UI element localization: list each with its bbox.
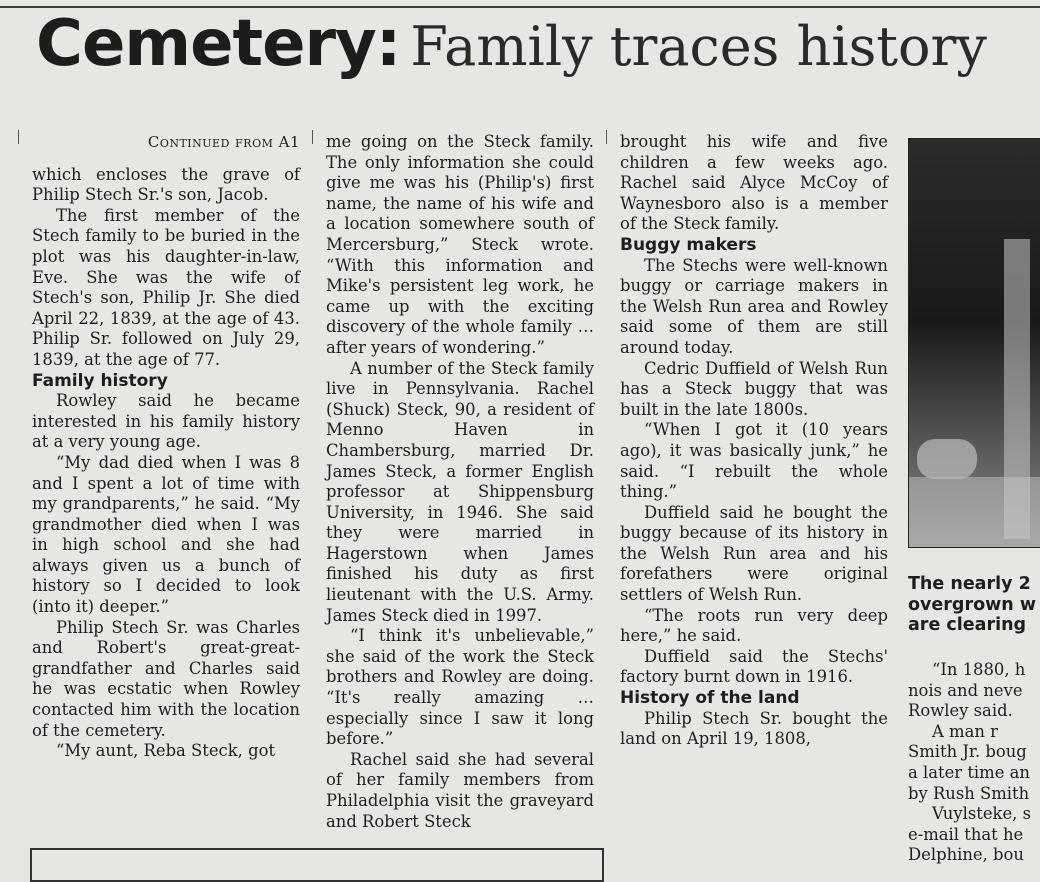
column-rule: [606, 130, 607, 144]
paragraph: Duffield said the Stechs' factory burnt down in 1916.: [620, 646, 888, 687]
article-column-1: [32, 132, 300, 762]
headline: [36, 7, 987, 81]
paragraph: “When I got it (10 years ago), it was basically junk,” he said. “I rebuilt the whole thing.”: [620, 420, 888, 502]
text-line: nois and neve: [908, 680, 1023, 700]
text-line: a later time an: [908, 762, 1030, 782]
paragraph: which encloses the grave of Philip Stech Sr.'s son, Jacob.: [32, 164, 300, 205]
text-line: Vuylsteke, s: [932, 804, 1032, 824]
cemetery-photo: [908, 138, 1040, 548]
headline-deck: Family traces history: [410, 15, 987, 78]
paragraph: The first member of the Stech family to be buried in the plot was his daughter-in-law, Eve. She was the wife of Stech's son, Philip Jr. She died April 22, 1839, at the age of 43. Philip Sr. followed on July 29, 1839, at the age of 77.: [32, 205, 300, 369]
paragraph: Philip Stech Sr. bought the land on April 19, 1808,: [620, 708, 888, 749]
caption-line: The nearly 2: [908, 574, 1031, 594]
photo-gravestone: [917, 439, 977, 479]
headline-kicker: Cemetery:: [36, 7, 401, 81]
caption-line: overgrown w: [908, 594, 1036, 615]
paragraph: brought his wife and five children a few weeks ago. Rachel said Alyce McCoy of Waynesboro also is a member of the Steck family.: [620, 132, 888, 234]
article-column-2: [326, 132, 594, 832]
text-line: A man r: [932, 721, 998, 741]
paragraph: A number of the Steck family live in Pennsylvania. Rachel (Shuck) Steck, 90, a resident of Menno Haven in Chambersburg, married Dr. James Steck, a former English professor at Shippensburg University, in 1946. She said they were married in Hagerstown when James finished his duty as first lieutenant with the U.S. Army. James Steck died in 1997.: [326, 358, 594, 625]
paragraph: The Stechs were well-known buggy or carriage makers in the Welsh Run area and Rowley said some of them are still around today.: [620, 255, 888, 357]
paragraph: Cedric Duffield of Welsh Run has a Steck buggy that was built in the late 1800s.: [620, 358, 888, 419]
paragraph: “My aunt, Reba Steck, got: [56, 741, 276, 761]
photo-tree-trunk: [1004, 239, 1030, 539]
text-line: Delphine, bou: [908, 845, 1024, 865]
photo-caption: [908, 574, 1040, 636]
paragraph: “I think it's unbelievable,” she said of the work the Steck brothers and Rowley are doing. “It's really amazing … especially since I saw it long before.”: [326, 626, 594, 749]
paragraph: Rowley said he became interested in his family history at a very young age.: [32, 391, 300, 452]
article-column-3: [620, 132, 888, 750]
text-line: Rowley said.: [908, 701, 1013, 721]
text-line: by Rush Smith: [908, 783, 1030, 803]
paragraph: “My dad died when I was 8 and I spent a lot of time with my grandparents,” he said. “My grandmother died when I was in high school and she had always given us a bunch of history so I decided to look (into it) deeper.”: [32, 452, 300, 617]
paragraph: me going on the Steck family. The only information she could give me was his (Philip's) first name, the name of his wife and a location somewhere south of Mercersburg,” Steck wrote. “With this information and Mike's persistent leg work, he came up with the exciting discovery of the whole family … after years of wondering.”: [326, 132, 594, 357]
subhead-buggy-makers: Buggy makers: [620, 234, 757, 255]
paragraph: Philip Stech Sr. was Charles and Robert's great-great-grandfather and Charles said he was ecstatic when Rowley contacted him with the location of the cemetery.: [32, 617, 300, 740]
text-line: Smith Jr. boug: [908, 742, 1027, 762]
paragraph: Duffield said he bought the buggy because of its history in the Welsh Run area and his forefathers were original settlers of Welsh Run.: [620, 502, 888, 605]
subhead-history-of-the-land: History of the land: [620, 688, 800, 709]
text-line: “In 1880, h: [932, 660, 1026, 679]
paragraph: “The roots run very deep here,” he said.: [620, 605, 888, 646]
text-line: e-mail that he: [908, 824, 1024, 844]
article-column-4: [908, 660, 1040, 866]
paragraph: Rachel said she had several of her family members from Philadelphia visit the graveyard and Robert Steck: [326, 749, 594, 831]
column-rule: [312, 130, 313, 144]
caption-line: are clearing: [908, 615, 1027, 635]
bottom-box-border: [30, 848, 604, 882]
continued-from: Continued from A1: [147, 133, 300, 151]
subhead-family-history: Family history: [32, 370, 168, 391]
column-rule: [18, 130, 19, 144]
